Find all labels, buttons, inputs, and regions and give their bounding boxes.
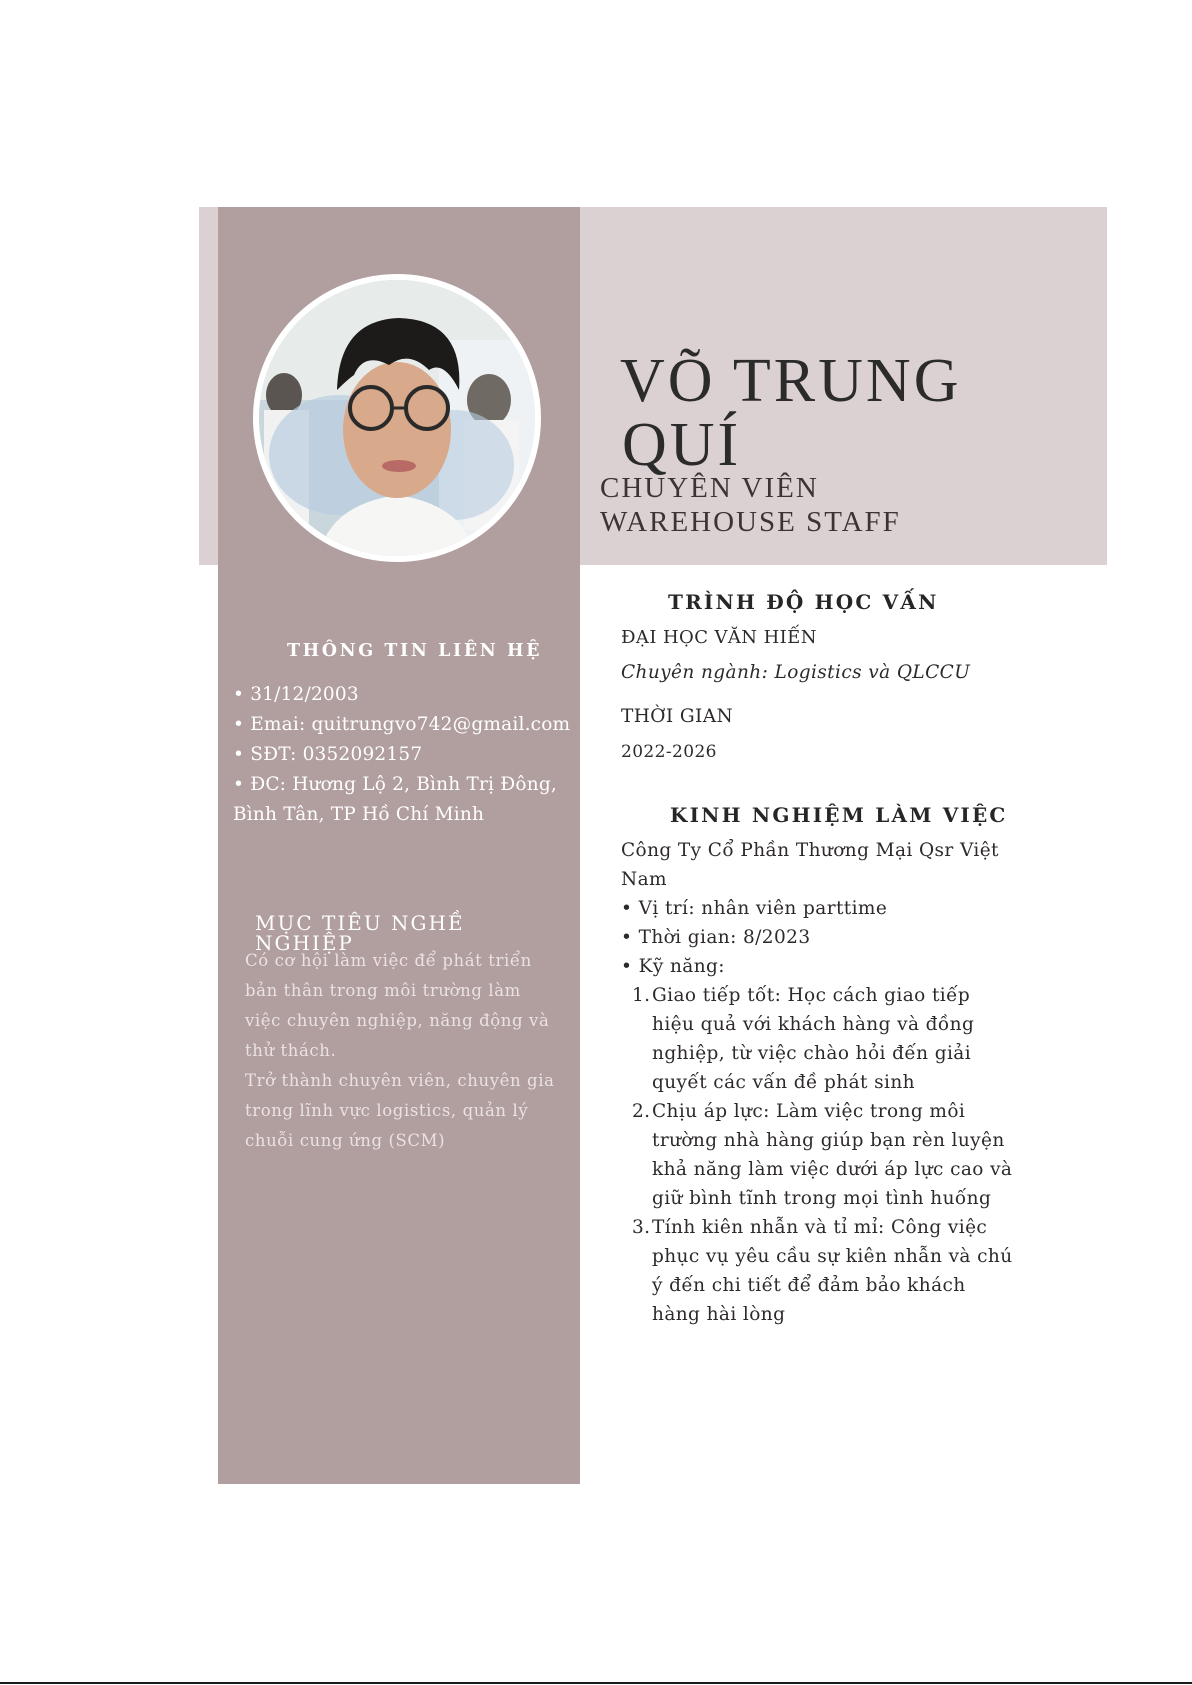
contact-address: • ĐC: Hương Lộ 2, Bình Trị Đông,	[233, 774, 557, 795]
skill-line: trường nhà hàng giúp bạn rèn luyện	[652, 1130, 1005, 1151]
job-title-line-1: CHUYÊN VIÊN	[600, 472, 819, 504]
skill-item	[621, 1097, 1041, 1213]
skill-line: nghiệp, từ việc chào hỏi đến giải	[652, 1043, 972, 1064]
skill-line: quyết các vấn đề phát sinh	[652, 1072, 915, 1093]
education-major: Chuyên ngành: Logistics và QLCCU	[621, 662, 971, 683]
contact-address-cont: Bình Tân, TP Hồ Chí Minh	[233, 804, 485, 825]
experience-skills-label: • Kỹ năng:	[621, 956, 725, 977]
skill-number: 3.	[632, 1217, 651, 1238]
experience-company: Công Ty Cổ Phần Thương Mại Qsr Việt	[621, 840, 999, 861]
objective-line: Có cơ hội làm việc để phát triển	[245, 951, 532, 970]
experience-period: • Thời gian: 8/2023	[621, 927, 811, 948]
skill-line: khả năng làm việc dưới áp lực cao và	[652, 1159, 1013, 1180]
skill-line: Giao tiếp tốt: Học cách giao tiếp	[652, 985, 971, 1006]
education-time-label: THỜI GIAN	[621, 706, 734, 727]
education-school: ĐẠI HỌC VĂN HIẾN	[621, 627, 817, 648]
experience-position: • Vị trí: nhân viên parttime	[621, 898, 888, 919]
profile-photo	[253, 274, 541, 562]
objective-line: thử thách.	[245, 1041, 337, 1060]
contact-list	[233, 680, 570, 830]
experience-details	[621, 836, 1041, 1329]
objective-line: trong lĩnh vực logistics, quản lý	[245, 1101, 529, 1120]
contact-phone: • SĐT: 0352092157	[233, 744, 423, 765]
education-time: 2022-2026	[621, 742, 717, 762]
experience-heading: KINH NGHIỆM LÀM VIỆC	[670, 803, 1008, 827]
name-line-1: VÕ TRUNG	[620, 347, 962, 415]
objective-text	[245, 946, 575, 1156]
skill-number: 1.	[632, 985, 651, 1006]
skill-number: 2.	[632, 1101, 651, 1122]
objective-line: chuỗi cung ứng (SCM)	[245, 1131, 446, 1150]
contact-heading: THÔNG TIN LIÊN HỆ	[287, 641, 543, 661]
skill-line: Tính kiên nhẫn và tỉ mỉ: Công việc	[652, 1217, 988, 1238]
page-bottom-line	[0, 1682, 1192, 1684]
skill-item	[621, 981, 1041, 1097]
experience-company-cont: Nam	[621, 869, 667, 890]
name-line-2: QUÍ	[622, 411, 742, 479]
skill-line: hàng hài lòng	[652, 1304, 786, 1325]
objective-heading-line: MỤC TIÊU NGHỀ	[255, 911, 465, 935]
skill-line: giữ bình tĩnh trong mọi tình huống	[652, 1188, 992, 1209]
objective-line: Trở thành chuyên viên, chuyên gia	[245, 1071, 555, 1090]
objective-heading-line: NGHIỆP	[255, 931, 354, 955]
objective-line: bản thân trong môi trường làm	[245, 981, 521, 1000]
skill-line: phục vụ yêu cầu sự kiên nhẫn và chú	[652, 1246, 1013, 1267]
education-heading: TRÌNH ĐỘ HỌC VẤN	[668, 590, 939, 614]
job-title-line-2: WAREHOUSE STAFF	[600, 506, 901, 538]
skill-line: hiệu quả với khách hàng và đồng	[652, 1014, 975, 1035]
contact-email: • Emai: quitrungvo742@gmail.com	[233, 714, 571, 735]
profile-photo-illustration	[259, 280, 535, 556]
skill-item	[621, 1213, 1041, 1329]
objective-line: việc chuyên nghiệp, năng động và	[245, 1011, 550, 1030]
skill-line: ý đến chi tiết để đảm bảo khách	[652, 1275, 966, 1296]
skill-line: Chịu áp lực: Làm việc trong môi	[652, 1101, 966, 1122]
contact-birthdate: • 31/12/2003	[233, 684, 359, 705]
